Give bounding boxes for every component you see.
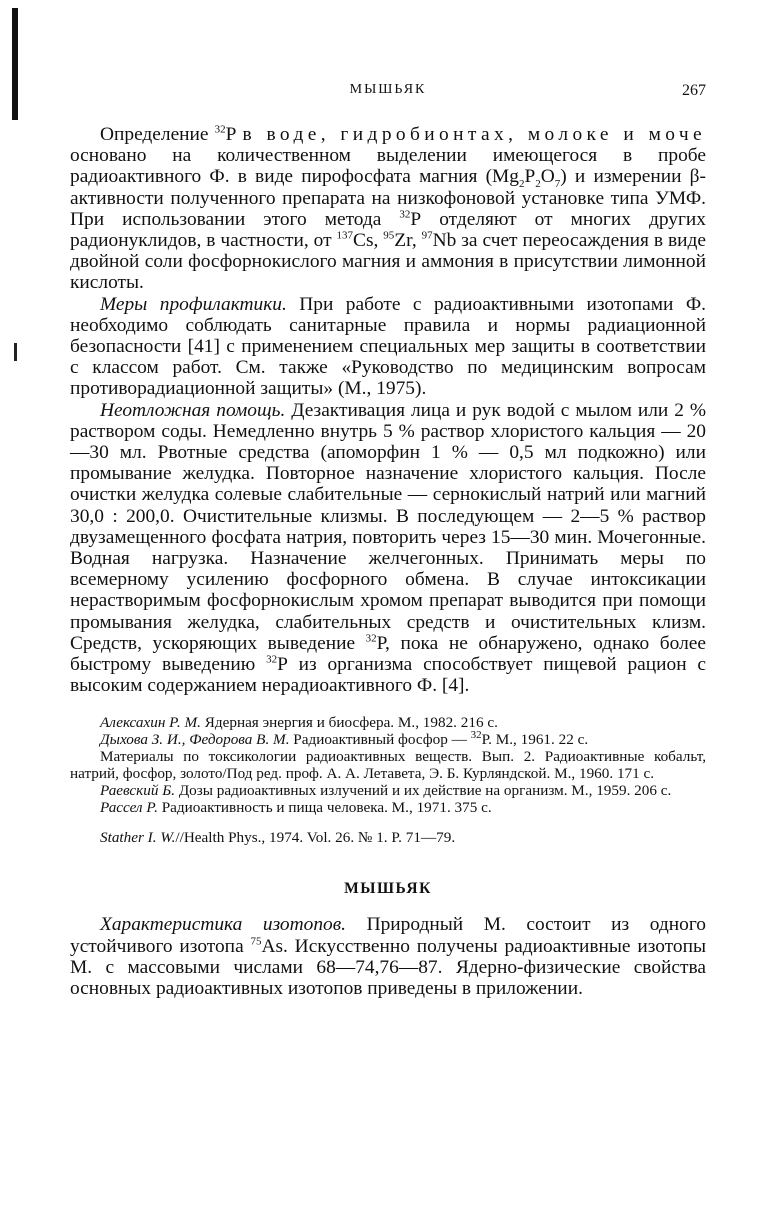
page-body — [70, 124, 706, 999]
reference-item: Рассел Р. Радиоактивность и пища человека. М., 1971. 375 с. — [100, 799, 492, 817]
paragraph-isotopes: Характеристика изотопов. Природный М. состоит из одного устойчивого изотопа $^{75}$As. Искусственно получены радиоактивные изотопы М. с массовыми числами 68—74,76—87. Ядерно-физические свойства основных радиоактивных изотопов приведены в приложении. — [70, 914, 707, 1000]
isotopes-title: Характеристика изотопов. — [100, 914, 346, 936]
reference-gap — [70, 816, 706, 829]
reference-item: Stather I. W.//Health Phys., 1974. Vol. 26. № 1. P. 71—79. — [100, 829, 456, 847]
paragraph-first-aid: Неотложная помощь. Дезактивация лица и рук водой с мылом или 2 % раствором соды. Немедленно внутрь 5 % раствор хлористого кальция — 20—30 мл. Рвотные средства (апоморфин 1 % — 0,5 мл подкожно) или промывание желудка. Повторное назначение хлористого кальция. После очистки желудка солевые слабительные — сернокислый натрий или магний 30,0 : 200,0. Очистительные клизмы. В последующем — 2—5 % раствор двузамещенного фосфата натрия, повторить через 15—30 мин. Мочегонные. Водная нагрузка. Назначение желчегонных. Принимать меры по всемерному усилению фосфорного обмена. В случае интоксикации нерастворимым фосфорнокислым хромом препарат выводится при помощи промывания желудка, слабительных средств и очистительных клизм. Средств, ускоряющих выведение $^{32}$Р, пока не обнаружено, однако более быстрому выведению $^{32}$Р из организма способствует пищевой рацион с высоким содержанием нерадиоактивного Ф. [4]. — [70, 399, 707, 697]
reference-item: Алексахин Р. М. Ядерная энергия и биосфера. М., 1982. 216 с. — [100, 714, 498, 732]
page-header — [70, 82, 706, 106]
prevention-title: Меры профилактики. — [100, 293, 287, 315]
references-list — [70, 714, 706, 846]
paragraph-determination: Определение $^{32}$Р в воде, гидробионтах, молоке и моче основано на количественном выделении имеющегося в пробе радиоактивного Ф. в виде пирофосфата магния $(Mg_2P_2O_7)$ и измерении β-активности полученного препарата на низкофоновой установке типа УМФ. При использовании этого метода $^{32}$Р отделяют от многих других радионуклидов, в частности, от $^{137}$Cs, $^{95}$Zr, $^{97}$Nb за счет переосаждения в виде двойной соли фосфорнокислого магния и аммония в присутствии лимонной кислоты. — [70, 123, 707, 294]
section-heading: МЫШЬЯК — [344, 880, 432, 898]
first-aid-title: Неотложная помощь. — [100, 399, 286, 421]
reference-item: Дыхова З. И., Федорова В. М. Радиоактивный фосфор — $^{32}$Р. М., 1961. 22 с. — [100, 729, 589, 749]
reference-item: Материалы по токсикологии радиоактивных веществ. Вып. 2. Радиоактивные кобальт, натрий, фосфор, золото/Под ред. проф. А. А. Летавета, Э. Б. Курляндской. М., 1960. 171 с. — [70, 748, 706, 783]
running-title: МЫШЬЯК — [349, 82, 427, 97]
page-number: 267 — [682, 82, 706, 99]
scan-edge-mark — [14, 343, 17, 361]
paragraph-prevention: Меры профилактики. При работе с радиоактивными изотопами Ф. необходимо соблюдать санитарные правила и нормы радиационной безопасности [41] с применением специальных мер защиты в соответствии с классом работ. См. также «Руководство по медицинским вопросам противорадиационной защиты» (М., 1975). — [70, 293, 706, 400]
reference-item: Раевский Б. Дозы радиоактивных излучений и их действие на организм. М., 1959. 206 с. — [100, 782, 672, 800]
scan-edge-bar — [12, 8, 18, 120]
